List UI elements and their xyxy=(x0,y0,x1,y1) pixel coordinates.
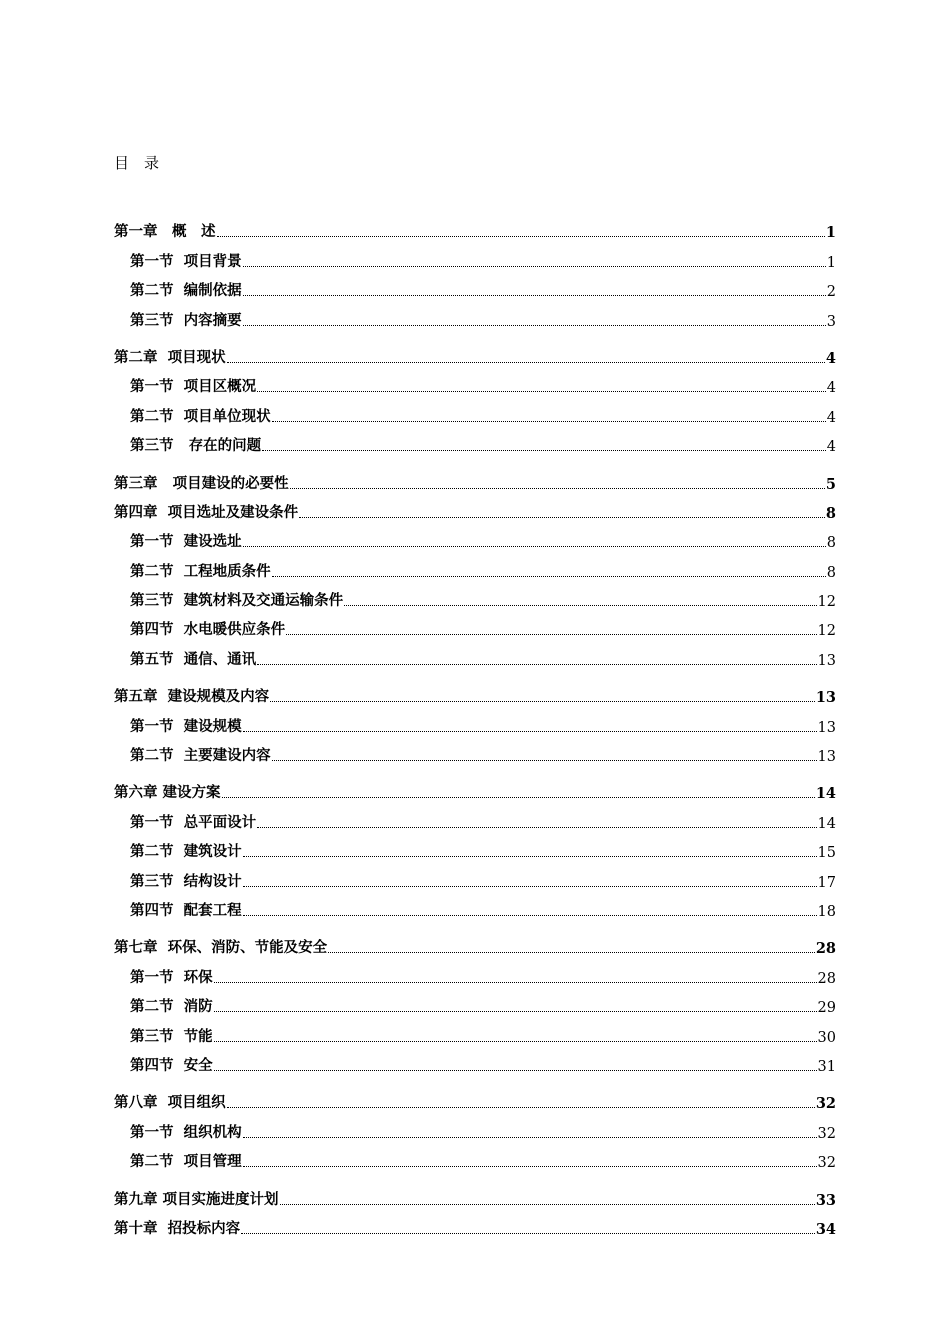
toc-entry-label: 第一节 总平面设计 xyxy=(130,813,257,831)
toc-entry-label: 第四章 项目选址及建设条件 xyxy=(114,503,299,521)
toc-entry-label: 第二节 主要建设内容 xyxy=(130,747,271,765)
toc-leader-dots xyxy=(286,633,816,635)
toc-entry-label: 第三节 节能 xyxy=(130,1027,213,1045)
toc-section-entry[interactable] xyxy=(114,522,836,551)
toc-entry-label: 第二节 项目单位现状 xyxy=(130,407,271,425)
toc-section-entry[interactable] xyxy=(114,1142,836,1171)
toc-page-number: 8 xyxy=(826,535,836,552)
toc-entry-label: 第一节 组织机构 xyxy=(130,1123,242,1141)
toc-entry-label: 第一节 项目背景 xyxy=(130,252,242,270)
toc-leader-dots xyxy=(243,914,817,916)
toc-page-number: 2 xyxy=(826,284,836,301)
toc-entry-label: 第七章 环保、消防、节能及安全 xyxy=(114,939,328,957)
toc-entry-label: 第三节 存在的问题 xyxy=(130,437,262,455)
toc-section-entry[interactable] xyxy=(114,861,836,890)
toc-chapter-entry[interactable] xyxy=(114,677,836,706)
toc-entry-label: 第二节 消防 xyxy=(130,998,213,1016)
toc-section-entry[interactable] xyxy=(114,1016,836,1045)
toc-leader-dots xyxy=(243,1165,817,1167)
toc-entry-label: 第六章 建设方案 xyxy=(114,784,221,802)
toc-leader-dots xyxy=(243,1136,817,1138)
toc-page-number: 30 xyxy=(817,1029,836,1046)
toc-leader-dots xyxy=(227,1106,815,1108)
toc-entry-label: 第十章 招投标内容 xyxy=(114,1219,241,1237)
toc-leader-dots xyxy=(280,1203,815,1205)
toc-leader-dots xyxy=(344,604,816,606)
toc-section-entry[interactable] xyxy=(114,987,836,1016)
toc-leader-dots xyxy=(214,1010,817,1012)
toc-leader-dots xyxy=(262,449,826,451)
toc-page-number: 13 xyxy=(817,749,836,766)
toc-leader-dots xyxy=(270,700,815,702)
toc-section-entry[interactable] xyxy=(114,832,836,861)
toc-title: 目 录 xyxy=(114,154,160,172)
toc-chapter-entry[interactable] xyxy=(114,928,836,957)
toc-gap xyxy=(114,1075,836,1083)
toc-entry-label: 第四节 配套工程 xyxy=(130,901,242,919)
toc-section-entry[interactable] xyxy=(114,706,836,735)
toc-page-number: 4 xyxy=(826,409,836,426)
toc-leader-dots xyxy=(257,826,816,828)
toc-entry-label: 第四节 水电暖供应条件 xyxy=(130,621,286,639)
toc-section-entry[interactable] xyxy=(114,241,836,270)
toc-page-number: 33 xyxy=(815,1191,836,1209)
toc-section-entry[interactable] xyxy=(114,639,836,668)
toc-entry-label: 第五章 建设规模及内容 xyxy=(114,688,270,706)
toc-leader-dots xyxy=(272,575,826,577)
toc-leader-dots xyxy=(257,663,816,665)
toc-chapter-entry[interactable] xyxy=(114,1083,836,1112)
toc-leader-dots xyxy=(299,516,825,518)
toc-entry-label: 第一节 项目区概况 xyxy=(130,378,257,396)
toc-leader-dots xyxy=(214,1069,817,1071)
toc-page-number: 12 xyxy=(817,623,836,640)
toc-leader-dots xyxy=(243,885,817,887)
toc-page-number: 17 xyxy=(817,874,836,891)
toc-entry-label: 第一节 环保 xyxy=(130,968,213,986)
toc-page-number: 28 xyxy=(815,940,836,958)
toc-entry-label: 第二节 项目管理 xyxy=(130,1153,242,1171)
toc-entry-label: 第五节 通信、通讯 xyxy=(130,650,257,668)
toc-chapter-entry[interactable] xyxy=(114,773,836,802)
toc-section-entry[interactable] xyxy=(114,551,836,580)
toc-page-number: 13 xyxy=(817,652,836,669)
toc-leader-dots xyxy=(214,1040,817,1042)
toc-leader-dots xyxy=(243,730,817,732)
toc-leader-dots xyxy=(243,294,826,296)
toc-leader-dots xyxy=(257,390,826,392)
toc-page-number: 12 xyxy=(817,594,836,611)
toc-entry-label: 第三章 项目建设的必要性 xyxy=(114,474,289,492)
toc-leader-dots xyxy=(243,545,826,547)
toc-page-number: 8 xyxy=(825,504,836,522)
toc-entry-label: 第一节 建设规模 xyxy=(130,717,242,735)
toc-section-entry[interactable] xyxy=(114,396,836,425)
toc-entry-label: 第一节 建设选址 xyxy=(130,533,242,551)
toc-page-number: 4 xyxy=(826,380,836,397)
table-of-contents xyxy=(114,212,836,1238)
toc-gap xyxy=(114,455,836,463)
toc-leader-dots xyxy=(290,487,825,489)
toc-section-entry[interactable] xyxy=(114,1112,836,1141)
toc-gap xyxy=(114,330,836,338)
toc-page-number: 29 xyxy=(817,1000,836,1017)
toc-section-entry[interactable] xyxy=(114,891,836,920)
toc-section-entry[interactable] xyxy=(114,300,836,329)
toc-chapter-entry[interactable] xyxy=(114,1209,836,1238)
toc-page-number: 32 xyxy=(815,1095,836,1113)
toc-entry-label: 第四节 安全 xyxy=(130,1056,213,1074)
toc-page-number: 4 xyxy=(825,349,836,367)
toc-page-number: 18 xyxy=(817,903,836,920)
toc-page-number: 1 xyxy=(826,254,836,271)
toc-entry-label: 第三节 结构设计 xyxy=(130,872,242,890)
toc-page-number: 1 xyxy=(825,224,836,242)
toc-entry-label: 第九章 项目实施进度计划 xyxy=(114,1190,279,1208)
toc-section-entry[interactable] xyxy=(114,736,836,765)
toc-section-entry[interactable] xyxy=(114,957,836,986)
toc-page-number: 14 xyxy=(815,785,836,803)
toc-page-number: 5 xyxy=(825,475,836,493)
toc-section-entry[interactable] xyxy=(114,426,836,455)
toc-chapter-entry[interactable] xyxy=(114,338,836,367)
toc-gap xyxy=(114,1171,836,1179)
toc-section-entry[interactable] xyxy=(114,271,836,300)
toc-chapter-entry[interactable] xyxy=(114,463,836,492)
toc-entry-label: 第三节 内容摘要 xyxy=(130,311,242,329)
toc-section-entry[interactable] xyxy=(114,802,836,831)
toc-entry-label: 第三节 建筑材料及交通运输条件 xyxy=(130,592,344,610)
toc-section-entry[interactable] xyxy=(114,610,836,639)
toc-chapter-entry[interactable] xyxy=(114,1179,836,1208)
toc-entry-label: 第二章 项目现状 xyxy=(114,348,226,366)
toc-chapter-entry[interactable] xyxy=(114,493,836,522)
toc-page-number: 15 xyxy=(817,845,836,862)
toc-gap xyxy=(114,765,836,773)
toc-page-number: 14 xyxy=(817,815,836,832)
toc-chapter-entry[interactable] xyxy=(114,212,836,241)
toc-section-entry[interactable] xyxy=(114,367,836,396)
toc-leader-dots xyxy=(243,324,826,326)
toc-entry-label: 第八章 项目组织 xyxy=(114,1094,226,1112)
toc-leader-dots xyxy=(227,361,825,363)
toc-section-entry[interactable] xyxy=(114,1046,836,1075)
toc-leader-dots xyxy=(217,235,825,237)
toc-leader-dots xyxy=(241,1232,815,1234)
toc-page-number: 8 xyxy=(826,564,836,581)
toc-page-number: 28 xyxy=(817,970,836,987)
toc-page-number: 4 xyxy=(826,439,836,456)
toc-entry-label: 第一章 概 述 xyxy=(114,223,216,241)
toc-leader-dots xyxy=(272,420,826,422)
toc-page-number: 34 xyxy=(815,1220,836,1238)
toc-gap xyxy=(114,920,836,928)
toc-section-entry[interactable] xyxy=(114,581,836,610)
toc-entry-label: 第二节 建筑设计 xyxy=(130,843,242,861)
toc-page-number: 3 xyxy=(826,313,836,330)
toc-page-number: 32 xyxy=(817,1125,836,1142)
toc-leader-dots xyxy=(222,796,815,798)
toc-leader-dots xyxy=(214,981,817,983)
toc-page-number: 13 xyxy=(815,689,836,707)
toc-entry-label: 第二节 工程地质条件 xyxy=(130,562,271,580)
toc-page-number: 31 xyxy=(817,1058,836,1075)
toc-leader-dots xyxy=(328,951,815,953)
toc-page-number: 32 xyxy=(817,1155,836,1172)
toc-leader-dots xyxy=(243,265,826,267)
toc-gap xyxy=(114,669,836,677)
toc-entry-label: 第二节 编制依据 xyxy=(130,282,242,300)
toc-leader-dots xyxy=(243,855,817,857)
toc-leader-dots xyxy=(272,759,817,761)
toc-page-number: 13 xyxy=(817,719,836,736)
